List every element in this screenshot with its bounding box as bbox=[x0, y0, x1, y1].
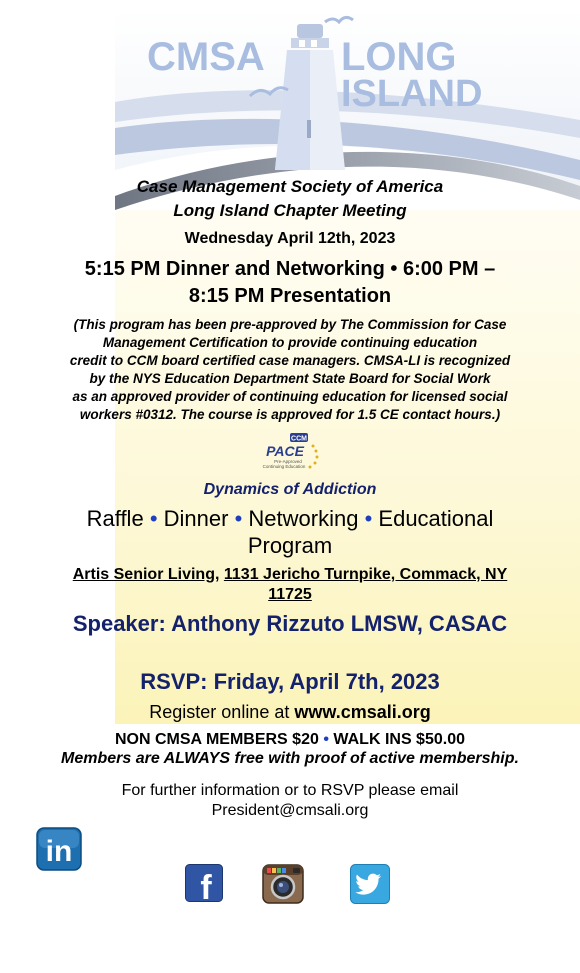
approval-text bbox=[20, 316, 560, 424]
venue-zip-link[interactable]: 11725 bbox=[268, 586, 312, 603]
chapter-line: Long Island Chapter Meeting bbox=[173, 201, 407, 220]
approval-line: (This program has been pre-approved by The Commission for Case bbox=[73, 317, 507, 332]
approval-line: as an approved provider of continuing education for licensed social bbox=[72, 389, 508, 404]
contact-email[interactable]: President@cmsali.org bbox=[211, 802, 369, 819]
walk-in-price: WALK INS $50.00 bbox=[333, 731, 465, 748]
venue-name-link[interactable]: Artis Senior Living bbox=[72, 566, 215, 583]
program-items-line bbox=[20, 506, 560, 532]
program-title: Dynamics of Addiction bbox=[203, 481, 377, 498]
register-prefix: Register online at bbox=[149, 702, 295, 722]
logo-word-cmsa: CMSA bbox=[147, 35, 265, 79]
bullet-separator: • bbox=[234, 506, 243, 531]
register-line bbox=[20, 702, 560, 723]
approval-line: workers #0312. The course is approved for 1.5 CE contact hours.) bbox=[79, 407, 501, 422]
venue-address-link[interactable]: 1131 Jericho Turnpike, Commack, NY bbox=[223, 566, 508, 583]
bullet-separator: • bbox=[323, 731, 329, 748]
logo-word-island: ISLAND bbox=[341, 73, 483, 115]
venue-line-2 bbox=[20, 586, 560, 604]
contact-line-1: For further information or to RSVP please email bbox=[121, 782, 459, 799]
instagram-icon[interactable] bbox=[262, 864, 304, 904]
approval-line: Management Certification to provide continuing education bbox=[102, 335, 478, 350]
pace-word: PACE bbox=[266, 443, 304, 459]
program-items-line-2: Program bbox=[247, 533, 333, 558]
members-note: Members are ALWAYS free with proof of active membership. bbox=[61, 750, 519, 767]
pricing-line bbox=[20, 731, 560, 749]
org-line: Case Management Society of America bbox=[136, 177, 444, 196]
logo-word-long: LONG bbox=[341, 35, 457, 79]
time-line-1: 5:15 PM Dinner and Networking • 6:00 PM – bbox=[84, 258, 496, 280]
pace-badge bbox=[258, 432, 322, 472]
venue-comma: , bbox=[214, 566, 220, 583]
venue-line bbox=[20, 566, 560, 584]
facebook-glyph: f bbox=[200, 869, 212, 902]
twitter-icon[interactable] bbox=[350, 864, 390, 904]
program-item-networking: Networking bbox=[248, 506, 359, 531]
speaker-line: Speaker: Anthony Rizzuto LMSW, CASAC bbox=[72, 611, 508, 636]
facebook-icon[interactable] bbox=[185, 864, 223, 902]
linkedin-glyph: in bbox=[45, 835, 73, 868]
program-item-raffle: Raffle bbox=[86, 506, 144, 531]
program-item-educational: Educational bbox=[378, 506, 494, 531]
approval-line: by the NYS Education Department State Board for Social Work bbox=[89, 371, 491, 386]
date-line: Wednesday April 12th, 2023 bbox=[184, 230, 396, 247]
time-line-2: 8:15 PM Presentation bbox=[188, 285, 392, 307]
pace-ccm-text: CCM bbox=[291, 435, 307, 443]
approval-line: credit to CCM board certified case managers. CMSA-LI is recognized bbox=[69, 353, 511, 368]
register-url-link[interactable]: www.cmsali.org bbox=[294, 702, 431, 722]
linkedin-icon[interactable] bbox=[36, 827, 82, 871]
non-member-price: NON CMSA MEMBERS $20 bbox=[114, 731, 319, 748]
pace-sub-2: Continuing Education bbox=[262, 464, 306, 469]
bullet-separator: • bbox=[364, 506, 373, 531]
program-item-dinner: Dinner bbox=[163, 506, 229, 531]
pace-sub-1: Pre-Approved bbox=[274, 459, 302, 464]
rsvp-deadline: RSVP: Friday, April 7th, 2023 bbox=[140, 669, 440, 694]
bullet-separator: • bbox=[149, 506, 158, 531]
